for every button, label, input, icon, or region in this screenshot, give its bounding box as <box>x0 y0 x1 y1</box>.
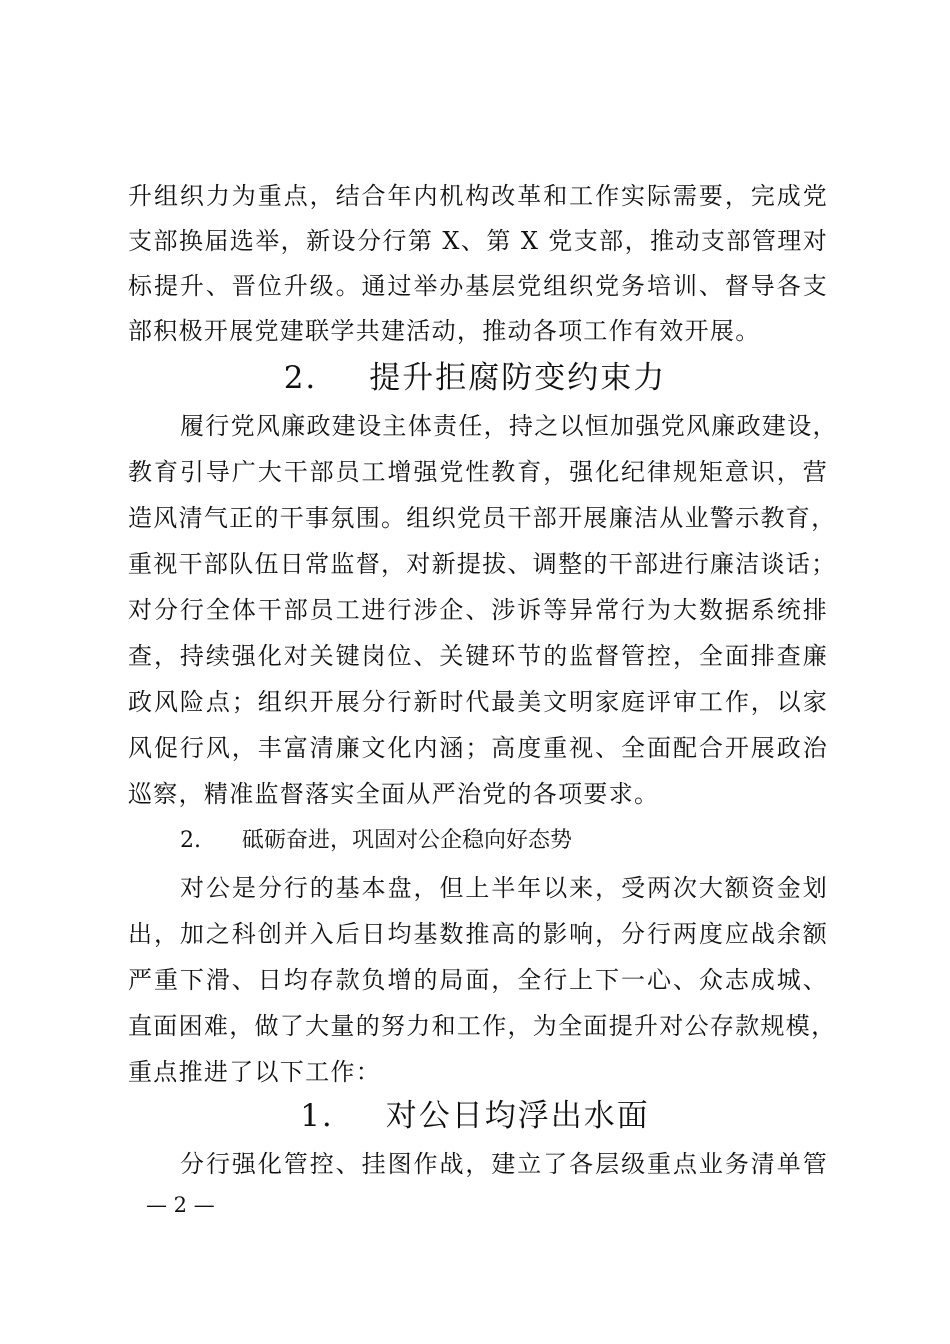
paragraph-line: 分行强化管控、挂图作战，建立了各层级重点业务清单管 <box>180 1150 828 1178</box>
paragraph-line: 查，持续强化对关键岗位、关键环节的监督管控，全面排查廉 <box>128 642 828 670</box>
paragraph-line: 风促行风，丰富清廉文化内涵；高度重视、全面配合开展政治 <box>128 734 828 762</box>
subsection-heading <box>180 821 572 861</box>
paragraph-line: 对分行全体干部员工进行涉企、涉诉等异常行为大数据系统排 <box>128 596 828 624</box>
heading-number: 2. <box>283 360 318 396</box>
paragraph-line: 巡察，精准监督落实全面从严治党的各项要求。 <box>128 780 660 808</box>
paragraph-line: 支部换届选举，新设分行第 X、第 X 党支部，推动支部管理对 <box>128 227 828 255</box>
paragraph-line: 直面困难，做了大量的努力和工作，为全面提升对公存款规模， <box>128 1012 837 1040</box>
paragraph-line: 政风险点；组织开展分行新时代最美文明家庭评审工作，以家 <box>128 688 828 716</box>
heading-title: 对公日均浮出水面 <box>385 1098 650 1134</box>
subheading-title: 砥砺奋进，巩固对公企稳向好态势 <box>242 828 573 853</box>
paragraph-line: 履行党风廉政建设主体责任，持之以恒加强党风廉政建设， <box>180 412 838 440</box>
paragraph-line: 教育引导广大干部员工增强党性教育，强化纪律规矩意识，营 <box>128 458 828 486</box>
heading-number: 1. <box>300 1098 334 1134</box>
subheading-number: 2. <box>180 828 201 853</box>
paragraph-line: 重视干部队伍日常监督，对新提拔、调整的干部进行廉洁谈话； <box>128 550 837 578</box>
paragraph-line: 标提升、晋位升级。通过举办基层党组织党务培训、督导各支 <box>128 272 828 300</box>
paragraph-line: 升组织力为重点，结合年内机构改革和工作实际需要，完成党 <box>128 182 828 210</box>
paragraph-line: 造风清气正的干事氛围。组织党员干部开展廉洁从业警示教育， <box>128 504 837 532</box>
page-number: — 2 — <box>146 1193 215 1217</box>
section-heading <box>0 356 950 400</box>
heading-title: 提升拒腐防变约束力 <box>369 360 667 396</box>
paragraph-line: 严重下滑、日均存款负增的局面，全行上下一心、众志成城、 <box>128 966 828 994</box>
section-heading <box>0 1094 950 1138</box>
paragraph-line: 对公是分行的基本盘，但上半年以来，受两次大额资金划 <box>180 874 828 902</box>
paragraph-line: 部积极开展党建联学共建活动，推动各项工作有效开展。 <box>128 317 761 345</box>
paragraph-line: 出，加之科创并入后日均基数推高的影响，分行两度应战余额 <box>128 920 828 948</box>
paragraph-line: 重点推进了以下工作： <box>128 1058 381 1086</box>
